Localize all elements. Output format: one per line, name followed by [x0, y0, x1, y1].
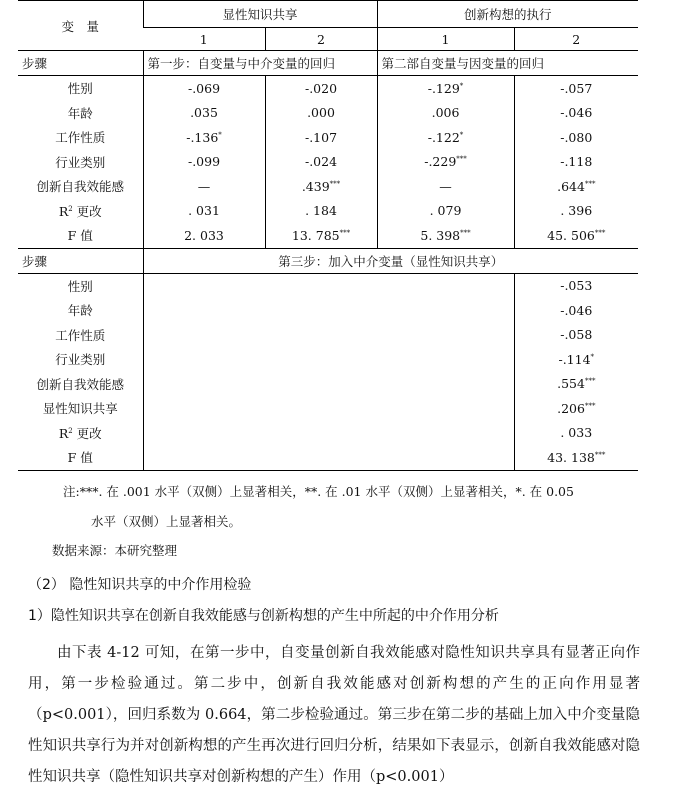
step2-label: 第二部自变量与因变量的回归 [377, 51, 638, 76]
group-header-explicit-sharing: 显性知识共享 [143, 1, 377, 28]
significance-marker: *** [329, 179, 341, 188]
value-cell: -.046 [514, 298, 638, 323]
value-cell: . 396 [514, 199, 638, 224]
value-cell: -.046 [514, 101, 638, 126]
table-row [18, 150, 638, 175]
table-row [18, 76, 638, 101]
table-row [18, 101, 638, 126]
row-variable-name: F 值 [18, 445, 143, 470]
value-cell: 43. 138*** [514, 445, 638, 470]
value-cell: -.129* [377, 76, 514, 101]
significance-marker: *** [584, 377, 596, 386]
value-cell: .644*** [514, 174, 638, 199]
value-cell: -.080 [514, 125, 638, 150]
row-variable-name: F 值 [18, 223, 143, 248]
table-row [18, 298, 638, 323]
section-heading: （2） 隐性知识共享的中介作用检验 [28, 577, 252, 593]
row-variable-name: 创新自我效能感 [36, 376, 124, 392]
model-header: 2 [514, 28, 638, 51]
significance-marker: *** [339, 228, 351, 237]
value-cell: .554*** [514, 372, 638, 397]
step-label: 步骤 [18, 51, 143, 76]
significance-marker: * [459, 81, 464, 90]
section2-body [18, 273, 638, 470]
value-cell: 2. 033 [143, 223, 265, 248]
model-header: 2 [265, 28, 377, 51]
table-row [18, 223, 638, 248]
table-row [18, 199, 638, 224]
row-variable-name: 工作性质 [55, 130, 106, 146]
row-variable-name: 行业类别 [55, 352, 106, 368]
value-cell: .206*** [514, 396, 638, 421]
table-row [18, 323, 638, 348]
value-cell: 5. 398*** [377, 223, 514, 248]
significance-marker: * [218, 130, 222, 139]
row-variable-name: 性别 [67, 81, 93, 97]
value-cell: -.118 [514, 150, 638, 175]
value-cell: 45. 506*** [514, 223, 638, 248]
table-notes [63, 477, 653, 537]
empty-cell [143, 347, 514, 372]
model-header: 1 [143, 28, 265, 51]
row-variable-name: $R^2$ 更改 [58, 203, 102, 219]
value-cell: -.024 [265, 150, 377, 175]
value-cell: .035 [143, 101, 265, 126]
significance-marker: *** [594, 228, 606, 237]
value-cell: 13. 785*** [265, 223, 377, 248]
table-row [18, 421, 638, 446]
row-variable-name: $R^2$ 更改 [58, 425, 102, 441]
regression-table [18, 0, 638, 471]
empty-cell [143, 396, 514, 421]
significance-marker: *** [460, 228, 471, 237]
value-cell: -.069 [143, 76, 265, 101]
value-cell: .439*** [265, 174, 377, 199]
value-cell: . 033 [514, 421, 638, 446]
table-row [18, 372, 638, 397]
empty-cell [143, 298, 514, 323]
value-cell: -.229*** [377, 150, 514, 175]
significance-marker: * [459, 130, 464, 139]
value-cell: .000 [265, 101, 377, 126]
value-cell: -.136* [143, 125, 265, 150]
value-cell: .006 [377, 101, 514, 126]
value-cell: -.099 [143, 150, 265, 175]
significance-marker: * [590, 352, 595, 361]
row-variable-name: 年龄 [67, 105, 93, 121]
variable-header: 变 量 [18, 1, 143, 51]
table-row [18, 273, 638, 298]
empty-cell [143, 372, 514, 397]
subsection-heading: 1）隐性知识共享在创新自我效能感与创新构想的产生中所起的中介作用分析 [28, 608, 499, 624]
value-cell: -.122* [377, 125, 514, 150]
section1-body [18, 76, 638, 249]
empty-cell [143, 323, 514, 348]
body-paragraph [28, 638, 640, 793]
significance-marker: *** [584, 179, 596, 188]
step3-label: 第三步：加入中介变量（显性知识共享） [143, 248, 638, 273]
paragraph-text: 由下表 4-12 可知，在第一步中，自变量创新自我效能感对隐性知识共享具有显著正向作用，第一步检验通过。第二步中，创新自我效能感对创新构想的产生的正向作用显著（p<0.001），回归系数为 0.664，第二步检验通过。第三步在第二步的基础上加入中介变量隐性知识共享行为并对创新构想的产生再次进行回归分析，结果如下表显示，创新自我效能感对隐性知识共享（隐性知识共享对创新构想的产生）作用（p<0.001） [28, 645, 640, 785]
group-header-idea-execution: 创新构想的执行 [377, 1, 638, 28]
significance-marker: *** [594, 450, 606, 459]
row-variable-name: 创新自我效能感 [36, 179, 124, 195]
row-variable-name: 工作性质 [55, 327, 106, 343]
value-cell: -.053 [514, 273, 638, 298]
value-cell: -.114* [514, 347, 638, 372]
table-row [18, 396, 638, 421]
value-cell: . 079 [377, 199, 514, 224]
row-variable-name: 显性知识共享 [42, 401, 118, 417]
significance-marker: *** [584, 401, 596, 410]
value-cell: -.057 [514, 76, 638, 101]
value-cell: . 184 [265, 199, 377, 224]
table-row [18, 445, 638, 470]
empty-cell [143, 421, 514, 446]
empty-cell [143, 273, 514, 298]
value-cell: — [377, 174, 514, 199]
model-header: 1 [377, 28, 514, 51]
row-variable-name: 性别 [67, 278, 93, 294]
table-row [18, 347, 638, 372]
note-line-2: 水平（双侧）上显著相关。 [91, 514, 242, 529]
step-label: 步骤 [18, 248, 143, 273]
value-cell: — [143, 174, 265, 199]
value-cell: -.058 [514, 323, 638, 348]
table-row [18, 125, 638, 150]
significance-marker: *** [456, 155, 467, 164]
table-row [18, 174, 638, 199]
empty-cell [143, 445, 514, 470]
row-variable-name: 年龄 [67, 303, 93, 319]
value-cell: -.020 [265, 76, 377, 101]
row-variable-name: 行业类别 [55, 154, 106, 170]
note-line-1: 注:***. 在 .001 水平（双侧）上显著相关，**. 在 .01 水平（双侧）上显著相关，*. 在 0.05 [63, 484, 574, 499]
value-cell: -.107 [265, 125, 377, 150]
value-cell: . 031 [143, 199, 265, 224]
step1-label: 第一步：自变量与中介变量的回归 [143, 51, 377, 76]
data-source: 数据来源：本研究整理 [52, 543, 178, 558]
